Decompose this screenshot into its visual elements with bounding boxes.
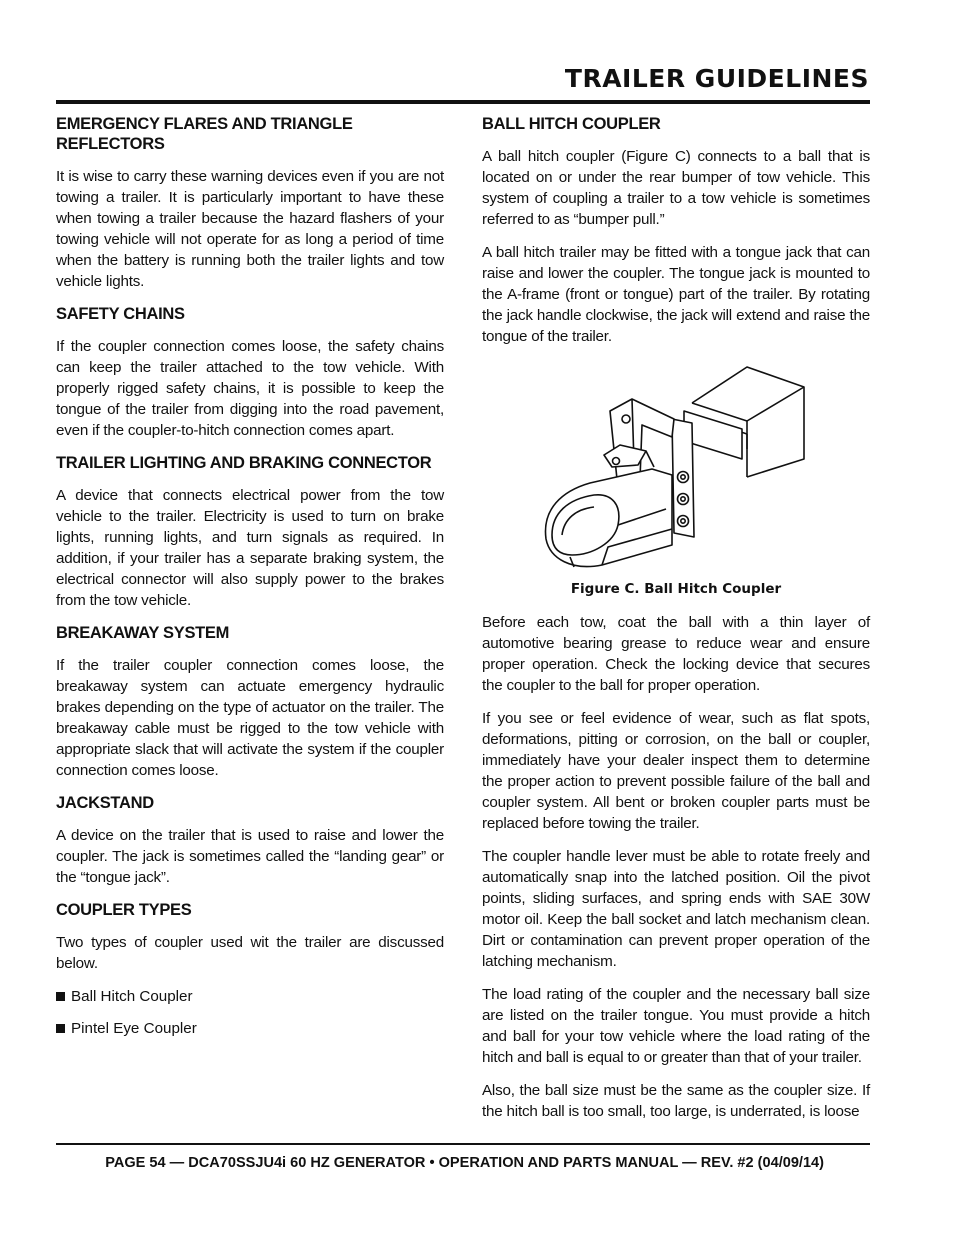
section-paragraph: If the coupler connection comes loose, the safety chains can keep the trailer attached to the tow vehicle. With properly rigged safety chains, it is possible to keep the tongue of the trailer from digging into the road pavement, even if the coupler-to-hitch connection comes apart. [56, 338, 444, 439]
section-heading: TRAILER LIGHTING AND BRAKING CONNECTOR [56, 454, 432, 472]
left-column [56, 114, 444, 1050]
list-item-label: Ball Hitch Coupler [71, 988, 193, 1005]
ball-hitch-coupler-illustration [542, 359, 806, 571]
section-paragraph: A ball hitch coupler (Figure C) connects to a ball that is located on or under the rear bumper of tow vehicle. This system of coupling a trailer to a tow vehicle is sometimes referred to as “bumper pull.” [482, 148, 870, 228]
list-item [56, 986, 444, 1007]
section-paragraph: The coupler handle lever must be able to rotate freely and automatically snap into the latched position. Oil the pivot points, sliding surfaces, and spring ends with SAE 30W motor oil. Keep the ball socket and latch mechanism clean. Dirt or contamination can prevent proper operation of the latching mechanism. [482, 848, 870, 970]
list-item-label: Pintel Eye Coupler [71, 1020, 197, 1037]
ball-hitch-coupler-figure [482, 359, 870, 579]
square-bullet-icon [56, 1024, 65, 1033]
section-paragraph: Also, the ball size must be the same as the coupler size. If the hitch ball is too small, too large, is underrated, is loose [482, 1082, 870, 1120]
section-coupler-types [56, 900, 444, 1039]
section-heading: JACKSTAND [56, 794, 154, 812]
section-safety-chains [56, 304, 444, 441]
page-footer: PAGE 54 — DCA70SSJU4i 60 HZ GENERATOR • OPERATION AND PARTS MANUAL — REV. #2 (04/09/14) [105, 1154, 824, 1171]
section-paragraph: If you see or feel evidence of wear, such as flat spots, deformations, pitting or corrosion, on the ball or coupler, immediately have your dealer inspect them to determine the proper action to prevent possible failure of the ball and coupler system. All bent or broken coupler parts must be replaced before towing the trailer. [482, 710, 870, 832]
list-item [56, 1018, 444, 1039]
section-heading: EMERGENCY FLARES AND TRIANGLE REFLECTORS [56, 115, 353, 153]
section-paragraph: If the trailer coupler connection comes loose, the breakaway system can actuate emergency hydraulic brakes depending on the type of actuator on the trailer. The breakaway cable must be rigged to the tow vehicle with appropriate slack that will activate the system if the coupler connection comes loose. [56, 657, 444, 779]
section-heading: BALL HITCH COUPLER [482, 115, 661, 133]
section-heading: BREAKAWAY SYSTEM [56, 624, 230, 642]
section-paragraph: Before each tow, coat the ball with a thin layer of automotive bearing grease to reduce wear and ensure proper operation. Check the locking device that secures the coupler to the ball for proper operation. [482, 614, 870, 694]
section-paragraph: A ball hitch trailer may be fitted with a tongue jack that can raise and lower the coupler. The tongue jack is mounted to the A-frame (front or tongue) part of the trailer. By rotating the jack handle clockwise, the jack will extend and raise the tongue of the trailer. [482, 244, 870, 345]
footer-rule [56, 1143, 870, 1145]
section-paragraph: A device on the trailer that is used to raise and lower the coupler. The jack is sometimes called the “landing gear” or the “tongue jack”. [56, 827, 444, 886]
section-breakaway-system [56, 623, 444, 781]
section-heading: COUPLER TYPES [56, 901, 192, 919]
page-title: TRAILER GUIDELINES [564, 64, 869, 93]
figure-caption: Figure C. Ball Hitch Coupler [570, 581, 782, 597]
section-paragraph: It is wise to carry these warning devices even if you are not towing a trailer. It is particularly important to have these when towing a trailer because the hazard flashers of your towing vehicle will not operate for as long a period of time when the battery is running both the trailer lights and tow vehicle lights. [56, 168, 444, 290]
header-rule [56, 100, 870, 104]
section-emergency-flares [56, 114, 444, 292]
square-bullet-icon [56, 992, 65, 1001]
section-paragraph: The load rating of the coupler and the necessary ball size are listed on the trailer tongue. You must provide a hitch and ball for your tow vehicle where the load rating of the hitch and ball is equal to or greater than that of your trailer. [482, 986, 870, 1066]
section-paragraph: Two types of coupler used wit the trailer are discussed below. [56, 934, 444, 972]
section-jackstand [56, 793, 444, 888]
section-lighting-connector [56, 453, 444, 611]
section-paragraph: A device that connects electrical power from the tow vehicle to the trailer. Electricity is used to turn on brake lights, running lights, and turn signals as required. In addition, if your trailer has a separate braking system, the electrical connector will also supply power to the brakes from the tow vehicle. [56, 487, 444, 609]
section-heading: SAFETY CHAINS [56, 305, 185, 323]
right-column [482, 114, 870, 1134]
